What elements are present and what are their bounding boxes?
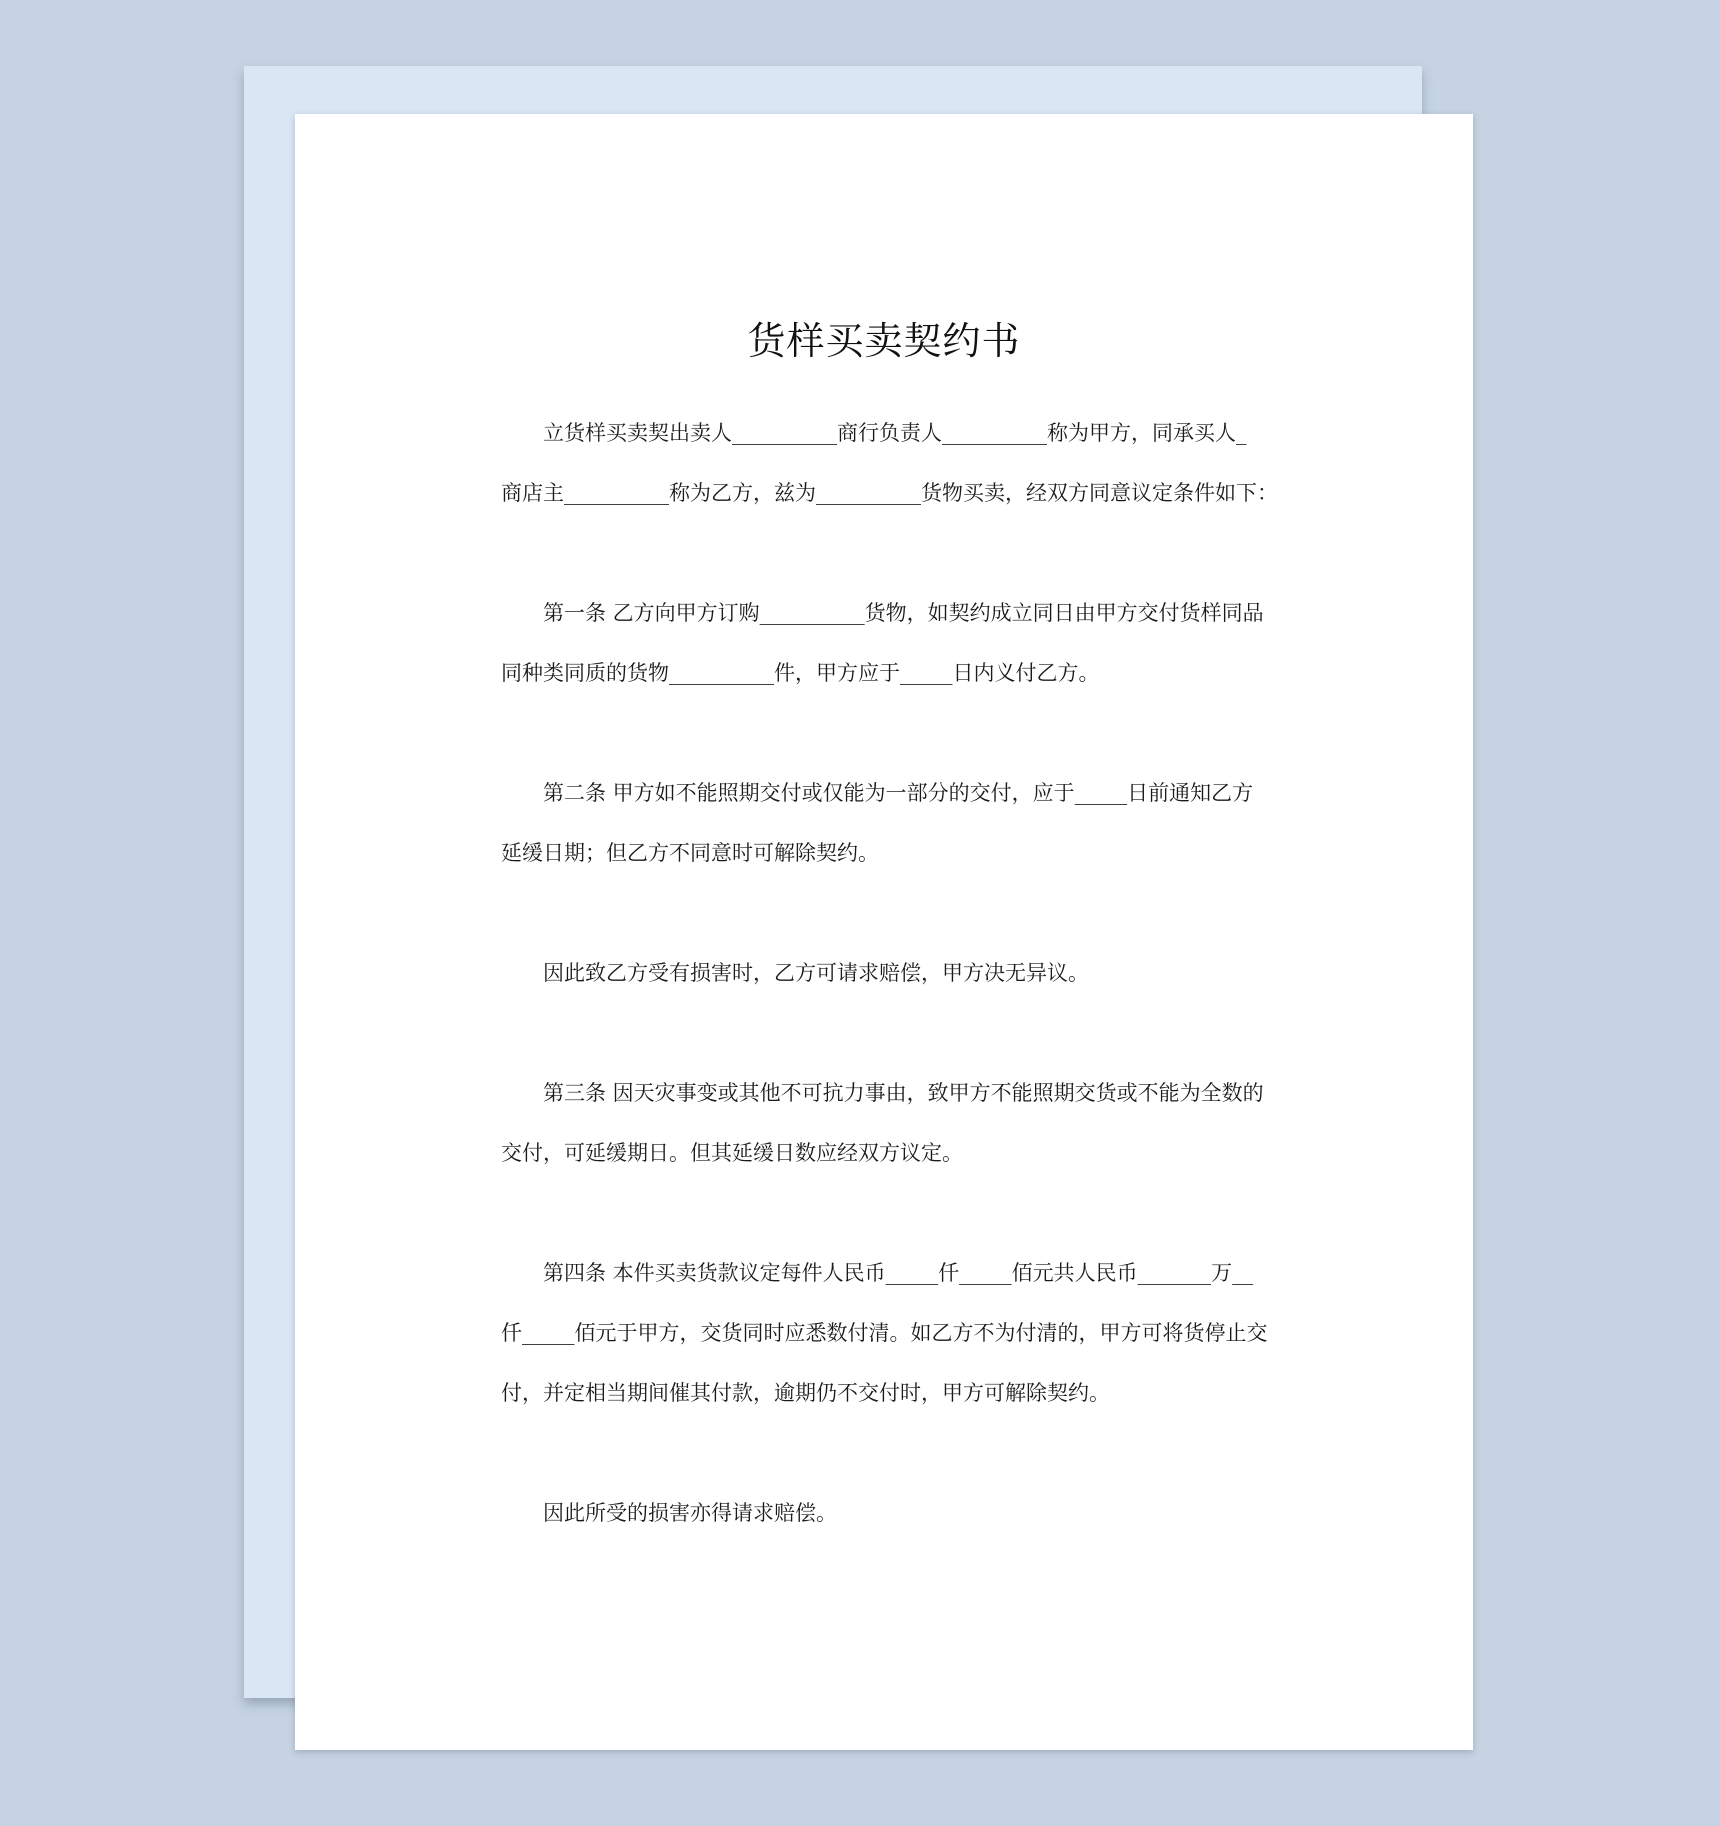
article-4-line-2: 仟_____佰元于甲方，交货同时应悉数付清。如乙方不为付清的，甲方可将货停止交 bbox=[501, 1321, 1268, 1345]
article-1-line-1: 第一条 乙方向甲方订购__________货物，如契约成立同日由甲方交付货样同品 bbox=[543, 601, 1264, 625]
article-3-line-2: 交付，可延缓期日。但其延缓日数应经双方议定。 bbox=[501, 1141, 963, 1165]
article-2-note: 因此致乙方受有损害时，乙方可请求赔偿，甲方决无异议。 bbox=[543, 961, 1089, 985]
paragraph-line-intro-1: 立货样买卖契出卖人__________商行负责人__________称为甲方，同承买人_ bbox=[543, 421, 1247, 445]
article-4-line-3: 付，并定相当期间催其付款，逾期仍不交付时，甲方可解除契约。 bbox=[501, 1381, 1110, 1405]
article-4-note: 因此所受的损害亦得请求赔偿。 bbox=[543, 1501, 837, 1525]
article-4-line-1: 第四条 本件买卖货款议定每件人民币_____仟_____佰元共人民币_______万__ bbox=[543, 1261, 1254, 1285]
document-title: 货样买卖契约书 bbox=[747, 319, 1021, 363]
article-3-line-1: 第三条 因天灾事变或其他不可抗力事由，致甲方不能照期交货或不能为全数的 bbox=[543, 1081, 1264, 1105]
document-page bbox=[295, 114, 1473, 1750]
article-2-line-2: 延缓日期；但乙方不同意时可解除契约。 bbox=[501, 841, 879, 865]
paragraph-line-intro-2: 商店主__________称为乙方，兹为__________货物买卖，经双方同意议定条件如下： bbox=[501, 481, 1278, 505]
article-2-line-1: 第二条 甲方如不能照期交付或仅能为一部分的交付，应于_____日前通知乙方 bbox=[543, 781, 1254, 805]
article-1-line-2: 同种类同质的货物__________件，甲方应于_____日内义付乙方。 bbox=[501, 661, 1100, 685]
